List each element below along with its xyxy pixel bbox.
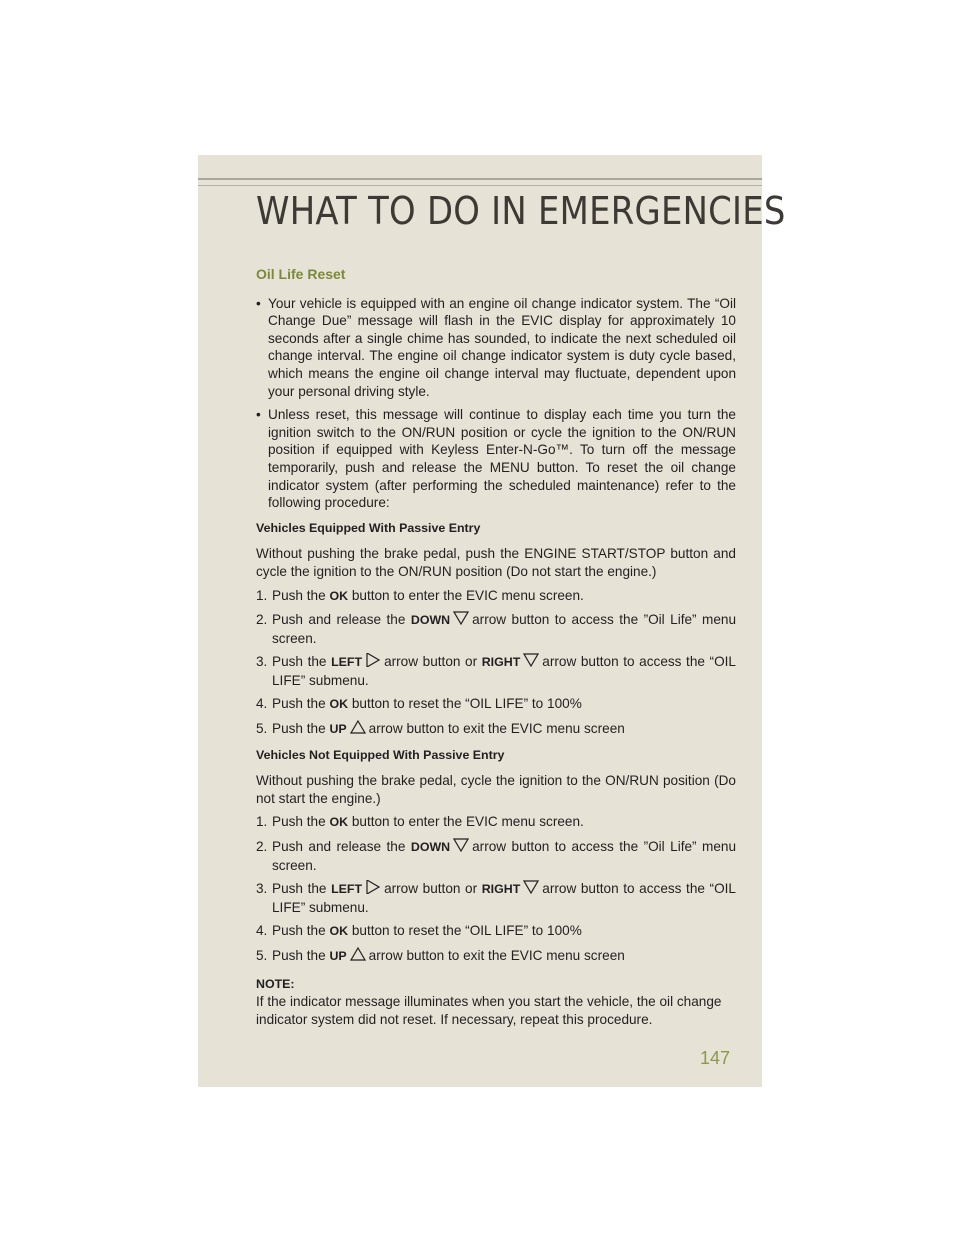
step-text: Push the	[272, 587, 326, 603]
step-text: Push the	[272, 696, 326, 712]
triangle-right-icon	[365, 653, 381, 667]
step-text: arrow button to access the “OIL LIFE” submenu.	[272, 654, 736, 688]
step-number: 1.	[256, 814, 268, 830]
button-name: OK	[329, 924, 349, 939]
step-text: button to enter the EVIC menu screen.	[351, 587, 584, 603]
section-title: Oil Life Reset	[256, 266, 346, 282]
procedure-step	[256, 947, 736, 966]
triangle-up-icon	[350, 720, 366, 734]
step-text: arrow button to exit the EVIC menu screen	[368, 721, 625, 737]
step-number: 5.	[256, 948, 268, 963]
procedure-step	[256, 587, 736, 606]
button-name: OK	[329, 697, 349, 712]
bullet-item	[256, 295, 736, 401]
step-text: arrow button or	[384, 881, 478, 897]
button-name: RIGHT	[481, 882, 521, 897]
step-text: arrow button to access the “OIL LIFE” submenu.	[272, 881, 736, 915]
step-text: Push the	[272, 814, 326, 830]
procedure-intro: Without pushing the brake pedal, cycle the ignition to the ON/RUN position (Do not start the engine.)	[256, 773, 736, 806]
step-text: button to reset the “OIL LIFE” to 100%	[351, 696, 582, 712]
button-name: LEFT	[331, 655, 363, 670]
note-label: NOTE:	[256, 976, 295, 991]
button-name: UP	[329, 722, 347, 737]
button-name: RIGHT	[481, 655, 521, 670]
procedure-step	[256, 922, 736, 941]
button-name: UP	[329, 949, 347, 963]
step-number: 1.	[256, 587, 268, 603]
header-rule-top	[198, 178, 762, 180]
bullet-text: Your vehicle is equipped with an engine oil change indicator system. The “Oil Change Due” message will flash in the EVIC display for approximately 10 seconds after a single chime has sounded, to indicate the next scheduled oil change interval. The engine oil change indicator system is duty cycle based, which means the engine oil change interval may fluctuate, dependent upon your personal driving style.	[268, 295, 736, 399]
step-text: button to reset the “OIL LIFE” to 100%	[351, 923, 582, 939]
procedure-intro: Without pushing the brake pedal, push the ENGINE START/STOP button and cycle the ignition to the ON/RUN position (Do not start the engine.)	[256, 546, 736, 579]
step-text: arrow button to access the ”Oil Life” menu screen.	[272, 612, 737, 646]
step-text: Push the	[272, 923, 326, 939]
step-number: 2.	[256, 839, 268, 855]
triangle-right-icon	[365, 880, 381, 894]
procedure-step	[256, 838, 736, 874]
step-text: arrow button to access the ”Oil Life” menu screen.	[272, 839, 737, 873]
bullet-dot: •	[256, 295, 261, 311]
step-text: Push and release the	[272, 839, 406, 855]
triangle-down-icon	[453, 838, 469, 852]
procedure-step	[256, 720, 736, 739]
procedure-step	[256, 611, 736, 647]
step-text: arrow button or	[384, 654, 478, 670]
step-number: 5.	[256, 721, 268, 737]
step-number: 2.	[256, 612, 268, 628]
step-number: 4.	[256, 696, 268, 712]
step-text: Push the	[272, 881, 327, 897]
step-text: Push the	[272, 721, 326, 737]
step-text: arrow button to exit the EVIC menu screen	[368, 948, 625, 963]
triangle-down-icon	[453, 611, 469, 625]
step-text: Push the	[272, 654, 327, 670]
procedure-step	[256, 813, 736, 832]
step-number: 4.	[256, 923, 268, 939]
procedure-group	[256, 747, 736, 966]
triangle-down-icon	[523, 880, 539, 894]
step-text: Push the	[272, 948, 326, 963]
page-number: 147	[699, 1048, 730, 1068]
bullet-item	[256, 406, 736, 512]
page-header: WHAT TO DO IN EMERGENCIES	[256, 189, 786, 233]
button-name: DOWN	[410, 613, 451, 628]
bullet-text: Unless reset, this message will continue to display each time you turn the ignition switch to the ON/RUN position or cycle the ignition to the ON/RUN position if equipped with Keyless Enter-N-Go™. To turn off the message temporarily, push and release the MENU button. To reset the oil change indicator system (after performing the scheduled maintenance) refer to the following procedure:	[268, 407, 736, 511]
bullet-dot: •	[256, 407, 261, 423]
procedure-heading: Vehicles Equipped With Passive Entry	[256, 520, 481, 535]
triangle-up-icon	[350, 947, 366, 961]
procedure-step	[256, 695, 736, 714]
button-name: OK	[329, 588, 349, 603]
button-name: OK	[329, 815, 349, 830]
content	[256, 266, 736, 1028]
step-text: button to enter the EVIC menu screen.	[351, 814, 584, 830]
procedure-group	[256, 520, 736, 739]
header-rule-bottom	[198, 185, 762, 186]
step-number: 3.	[256, 654, 268, 670]
note-text: If the indicator message illuminates when you start the vehicle, the oil change indicator system did not reset. If necessary, repeat this procedure.	[256, 994, 722, 1027]
button-name: LEFT	[331, 882, 363, 897]
button-name: DOWN	[410, 840, 451, 855]
procedure-step	[256, 653, 736, 689]
step-text: Push and release the	[272, 612, 406, 628]
manual-page	[198, 155, 786, 1087]
procedure-step	[256, 880, 736, 916]
triangle-down-icon	[523, 653, 539, 667]
step-number: 3.	[256, 881, 268, 897]
procedure-heading: Vehicles Not Equipped With Passive Entry	[256, 747, 505, 762]
